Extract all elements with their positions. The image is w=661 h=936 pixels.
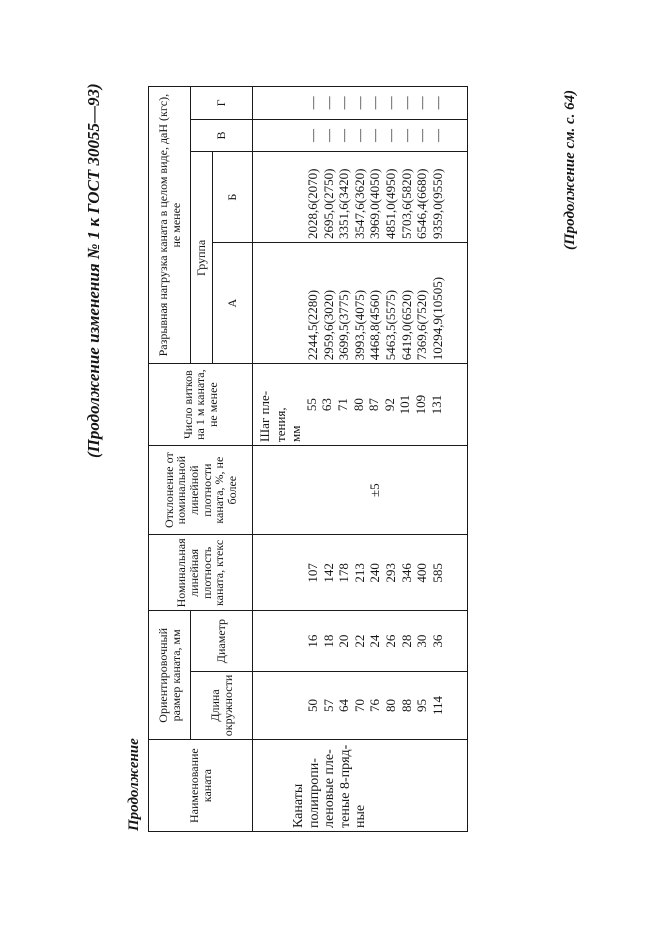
table-cell: — bbox=[398, 96, 414, 110]
table-cell: 22 bbox=[351, 634, 367, 648]
table-cell: — bbox=[382, 129, 398, 143]
table-cell: 10294,9(10505) bbox=[429, 276, 445, 361]
header-group-b: Б bbox=[213, 152, 253, 243]
header-group-v: В bbox=[191, 119, 253, 152]
table-cell: 107 bbox=[305, 563, 320, 583]
rope-name-line: теные 8-пряд- bbox=[337, 744, 353, 828]
table-cell: 3351,6(3420) bbox=[336, 168, 352, 239]
header-size-group: Ориентировочный размер каната, мм bbox=[149, 611, 191, 740]
table-cell: 57 bbox=[320, 699, 336, 712]
table-cell: 71 bbox=[334, 398, 350, 412]
table-cell: 55 bbox=[303, 398, 319, 412]
table-cell: 36 bbox=[429, 634, 445, 648]
table-cell: 16 bbox=[305, 634, 320, 648]
header-linear-density: Номинальная линейная плотность каната, ктекс bbox=[149, 535, 253, 611]
header-deviation: Отклонение от номинальной линейной плотности каната, %, не более bbox=[149, 445, 253, 534]
table-cell: 20 bbox=[336, 634, 352, 648]
table-cell: 142 bbox=[320, 563, 336, 583]
braid-step-line: тения, bbox=[272, 407, 288, 442]
table-cell: 109 bbox=[412, 394, 428, 415]
table-cell: — bbox=[414, 96, 430, 110]
table-cell: 2695,0(2750) bbox=[320, 168, 336, 239]
table-cell: — bbox=[351, 129, 367, 143]
header-diameter: Диаметр bbox=[191, 611, 253, 671]
table-cell: 76 bbox=[367, 699, 383, 712]
table-cell: — bbox=[367, 96, 383, 110]
table-cell: 240 bbox=[367, 563, 383, 583]
twists-cell bbox=[253, 364, 468, 446]
continuation-label: Продолжение bbox=[126, 738, 142, 831]
table-cell: 346 bbox=[398, 563, 414, 583]
table-cell: — bbox=[320, 96, 336, 110]
table-cell: 114 bbox=[429, 695, 445, 716]
table-cell: — bbox=[320, 129, 336, 143]
table-cell: 50 bbox=[305, 699, 320, 712]
table-cell: 30 bbox=[414, 634, 430, 648]
table-cell: — bbox=[351, 96, 367, 110]
table-cell: 7369,6(7520) bbox=[414, 289, 430, 361]
table-cell: — bbox=[429, 96, 445, 110]
table-cell: — bbox=[336, 96, 352, 110]
header-twists: Число витков на 1 м каната, не менее bbox=[149, 364, 253, 446]
rope-name-line: ные bbox=[353, 804, 369, 828]
table-cell: 4468,8(4560) bbox=[367, 289, 383, 361]
table-cell: 92 bbox=[381, 398, 397, 412]
table-cell: 9359,0(9550) bbox=[429, 168, 445, 239]
header-group: Группа bbox=[191, 152, 213, 364]
braid-step-line: Шаг пле- bbox=[257, 390, 272, 442]
header-name: Наименование каната bbox=[149, 740, 253, 832]
table-cell: — bbox=[382, 96, 398, 110]
footer-note: (Продолжение см. с. 64) bbox=[562, 89, 578, 250]
table-cell: 6546,4(6680) bbox=[414, 168, 430, 239]
table-cell: 80 bbox=[382, 699, 398, 712]
table-cell: 400 bbox=[414, 563, 430, 583]
rope-name-line: леновые пле- bbox=[322, 749, 338, 828]
table-cell: 5463,5(5575) bbox=[382, 289, 398, 361]
header-circumference: Длина окружности bbox=[191, 671, 253, 740]
table-cell: 26 bbox=[382, 634, 398, 648]
table-cell: — bbox=[336, 129, 352, 143]
table-cell: 293 bbox=[382, 563, 398, 583]
table-cell: 3993,5(4075) bbox=[351, 289, 367, 361]
table-cell: 3547,6(3620) bbox=[351, 168, 367, 239]
deviation-text: ±5 bbox=[367, 483, 382, 497]
group-g-values bbox=[253, 87, 468, 120]
table-cell: — bbox=[429, 129, 445, 143]
table-cell: 18 bbox=[320, 634, 336, 648]
group-a-values bbox=[253, 242, 468, 363]
diameter-values bbox=[253, 611, 468, 671]
linear-density-values bbox=[253, 535, 468, 611]
table-cell: 178 bbox=[336, 563, 352, 583]
header-group-g: Г bbox=[191, 87, 253, 120]
table-cell: 4851,0(4950) bbox=[382, 168, 398, 239]
table-cell: 101 bbox=[397, 394, 413, 415]
table-cell: — bbox=[398, 129, 414, 143]
deviation-value bbox=[253, 445, 468, 534]
braid-step-line: мм bbox=[288, 425, 304, 442]
table-cell: 88 bbox=[398, 699, 414, 712]
group-v-values bbox=[253, 119, 468, 152]
group-b-values bbox=[253, 152, 468, 243]
table-cell: 64 bbox=[336, 699, 352, 712]
rope-name-line: Канаты bbox=[291, 783, 306, 828]
rope-spec-table bbox=[148, 86, 468, 832]
table-cell: — bbox=[367, 129, 383, 143]
header-breaking-load: Разрывная нагрузка каната в целом виде, даН (кгс), не менее bbox=[149, 87, 191, 364]
table-cell: 95 bbox=[414, 699, 430, 712]
table-cell: 2244,5(2280) bbox=[305, 289, 320, 361]
table-cell: 70 bbox=[351, 699, 367, 712]
rope-name-cell bbox=[253, 740, 468, 832]
table-cell: — bbox=[305, 129, 320, 143]
table-cell: 6419,0(6520) bbox=[398, 289, 414, 361]
table-cell: 28 bbox=[398, 634, 414, 648]
table-cell: — bbox=[305, 96, 320, 110]
table-cell: 2028,6(2070) bbox=[305, 168, 320, 239]
table-cell: 3969,0(4050) bbox=[367, 168, 383, 239]
header-note: (Продолжение изменения № 1 к ГОСТ 30055—93) bbox=[84, 83, 103, 458]
circumference-values bbox=[253, 671, 468, 740]
header-group-a: А bbox=[213, 242, 253, 363]
table-cell: 80 bbox=[350, 398, 366, 412]
table-cell: — bbox=[414, 129, 430, 143]
table-cell: 87 bbox=[366, 398, 382, 412]
table-cell: 131 bbox=[428, 394, 444, 415]
table-cell: 24 bbox=[367, 634, 383, 648]
table-cell: 5703,6(5820) bbox=[398, 168, 414, 239]
table-cell: 3699,5(3775) bbox=[336, 289, 352, 361]
rope-name-line: полипропи- bbox=[306, 758, 322, 828]
table-cell: 63 bbox=[319, 398, 335, 412]
braid-step-label bbox=[257, 367, 304, 442]
table-cell: 2959,6(3020) bbox=[320, 289, 336, 361]
twists-values bbox=[304, 367, 444, 442]
table-cell: 213 bbox=[351, 563, 367, 583]
table-cell: 585 bbox=[429, 563, 445, 583]
